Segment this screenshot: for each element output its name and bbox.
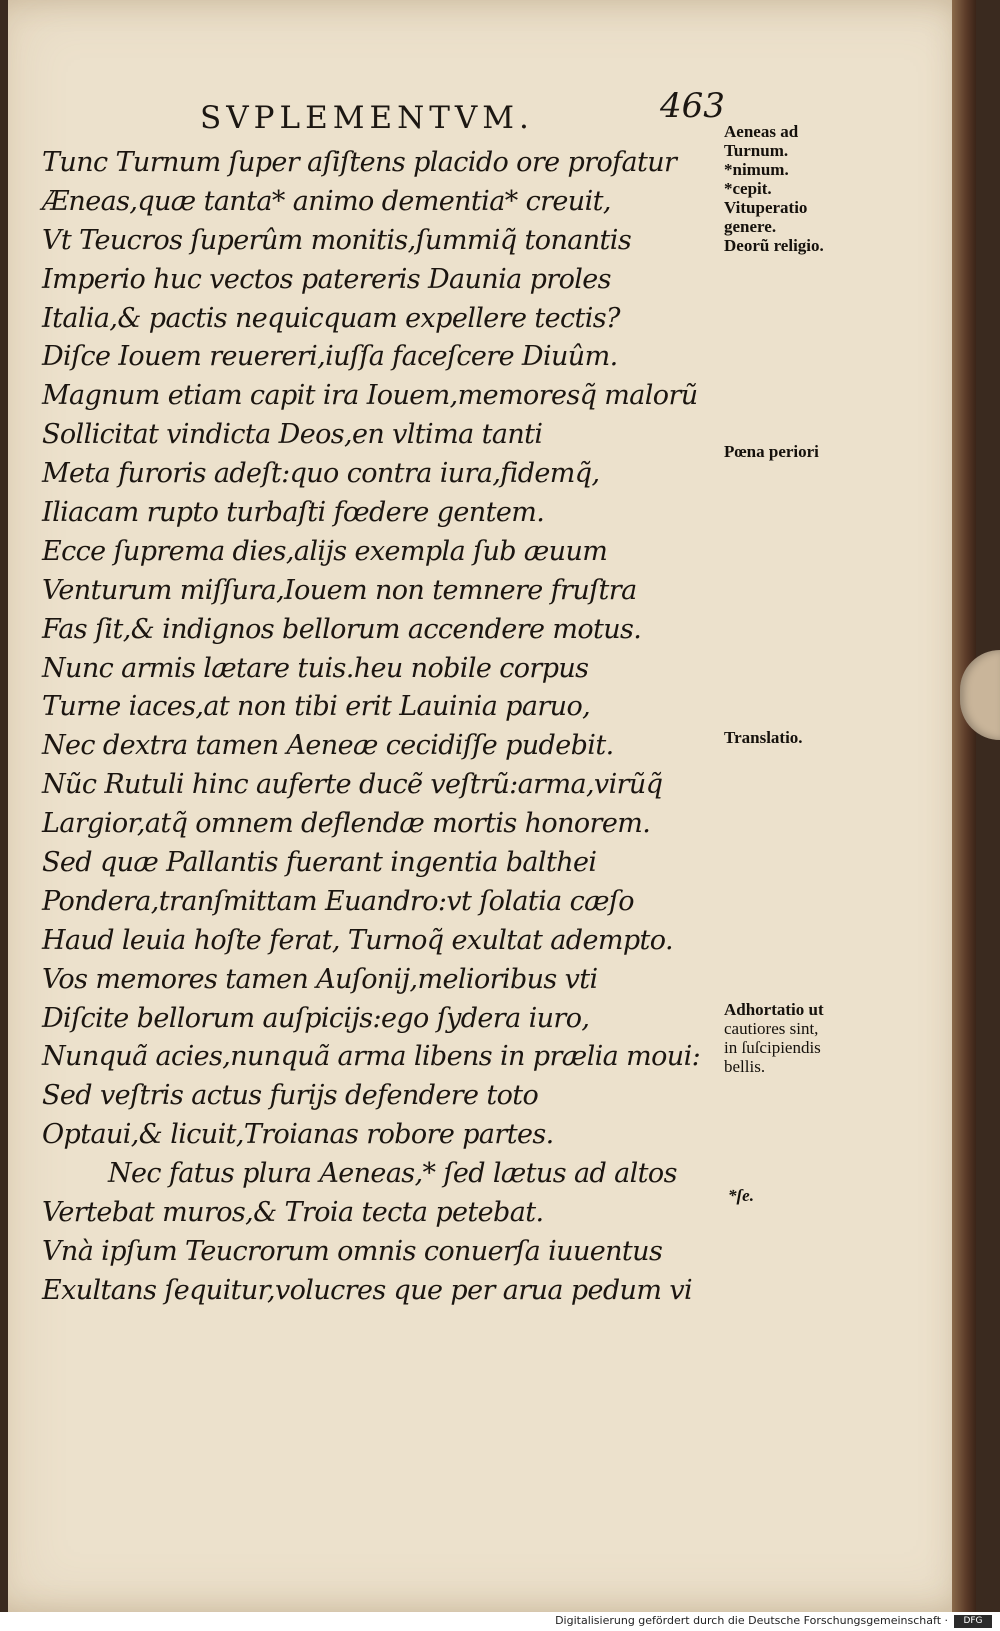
marginal-note-line: in ſuſcipiendis	[724, 1038, 821, 1057]
marginal-note	[724, 122, 864, 255]
verse-line: Nec fatus plura Aeneas,* ſed lætus ad altos	[108, 1158, 677, 1190]
verse-line: Haud leuia hoſte ferat, Turnoq̃ exultat adempto.	[42, 924, 673, 956]
verse-line: Æneas,quæ tanta* animo dementia* creuit,	[42, 185, 611, 217]
marginal-note-line: genere.	[724, 217, 777, 236]
verse-line: Ecce ſuprema dies,alijs exempla ſub æuum	[42, 535, 608, 567]
marginal-note-line: Adhortatio ut	[724, 1000, 824, 1019]
marginal-note-line: Translatio.	[724, 728, 803, 747]
verse-line: Venturum miſſura,Iouem non temnere fruſtra	[42, 574, 637, 606]
marginal-note-line: Aeneas ad	[724, 122, 799, 141]
verse-line: Fas ſit,& indignos bellorum accendere motus.	[42, 613, 642, 645]
page-number: 463	[660, 86, 725, 126]
verse-line: Optaui,& licuit,Troianas robore partes.	[42, 1119, 554, 1151]
page-header	[188, 86, 725, 142]
dfg-logo: DFG	[954, 1615, 992, 1628]
marginal-note-line: *cepit.	[724, 179, 772, 198]
verse-line: Turne iaces,at non tibi erit Lauinia paruo,	[42, 691, 591, 723]
verse-line: Magnum etiam capit ira Iouem,memoresq̃ malorũ	[42, 380, 698, 412]
verse-line: Sed veſtris actus furijs defendere toto	[42, 1080, 539, 1112]
marginal-note-line: bellis.	[724, 1057, 766, 1076]
footer-credit: Digitalisierung gefördert durch die Deutsche Forschungsgemeinschaft ·	[555, 1614, 948, 1627]
footer	[0, 1612, 1000, 1631]
page-edge	[952, 0, 976, 1612]
verse-line: Exultans ſequitur,volucres que per arua pedum vi	[42, 1274, 693, 1306]
verse-line: Sollicitat vindicta Deos,en vltima tanti	[42, 419, 543, 451]
verse-line: Vos memores tamen Auſonij,melioribus vti	[42, 963, 598, 995]
verse-line: Nunquã acies,nunquã arma libens in prælia moui:	[42, 1041, 701, 1073]
book-page	[8, 0, 976, 1612]
verse-line: Vertebat muros,& Troia tecta petebat.	[42, 1197, 544, 1229]
verse-line: Largior,atq̃ omnem deflendæ mortis honorem.	[42, 808, 651, 840]
verse-line: Sed quæ Pallantis fuerant ingentia balthei	[42, 847, 597, 879]
marginal-note	[724, 1000, 864, 1076]
verse-line: Nec dextra tamen Aeneæ cecidiſſe pudebit.	[42, 730, 614, 762]
verse-line: Vnà ipſum Teucrorum omnis conuerſa iuuentus	[42, 1235, 663, 1267]
verse-text	[42, 144, 722, 1311]
verse-line: Tunc Turnum ſuper aſiſtens placido ore profatur	[42, 147, 677, 178]
marginal-note-line: Deorũ religio.	[724, 236, 824, 255]
verse-line: Pondera,tranſmittam Euandro:vt ſolatia cæſo	[42, 885, 634, 917]
marginal-note-line: cautiores sint,	[724, 1019, 819, 1038]
marginal-note	[724, 728, 864, 747]
marginal-note-line: Pœna periori	[724, 442, 819, 461]
marginal-note-line: Vituperatio	[724, 198, 808, 217]
verse-line: Diſcite bellorum auſpicijs:ego ſydera iuro,	[42, 1002, 590, 1034]
verse-line: Nunc armis lætare tuis.heu nobile corpus	[42, 652, 589, 684]
running-title: SVPLEMENTVM.	[200, 100, 534, 136]
marginal-note	[728, 1186, 868, 1205]
verse-line: Vt Teucros ſuperûm monitis,ſummiq̃ tonantis	[42, 224, 632, 256]
verse-line: Diſce Iouem reuereri,iuſſa faceſcere Diuûm.	[42, 341, 618, 373]
verse-line: Italia,& pactis nequicquam expellere tectis?	[42, 302, 620, 334]
marginal-note-line: *ſe.	[728, 1186, 754, 1205]
marginal-note	[724, 442, 864, 461]
marginal-note-line: Turnum.	[724, 141, 789, 160]
verse-line: Nũc Rutuli hinc auferte ducẽ veſtrũ:arma,virũq̃	[42, 769, 663, 801]
verse-line: Iliacam rupto turbaſti fœdere gentem.	[42, 497, 545, 529]
marginal-note-line: *nimum.	[724, 160, 789, 179]
verse-line: Meta furoris adeſt:quo contra iura,fidemq̃,	[42, 458, 600, 490]
verse-line: Imperio huc vectos patereris Daunia proles	[42, 263, 611, 295]
